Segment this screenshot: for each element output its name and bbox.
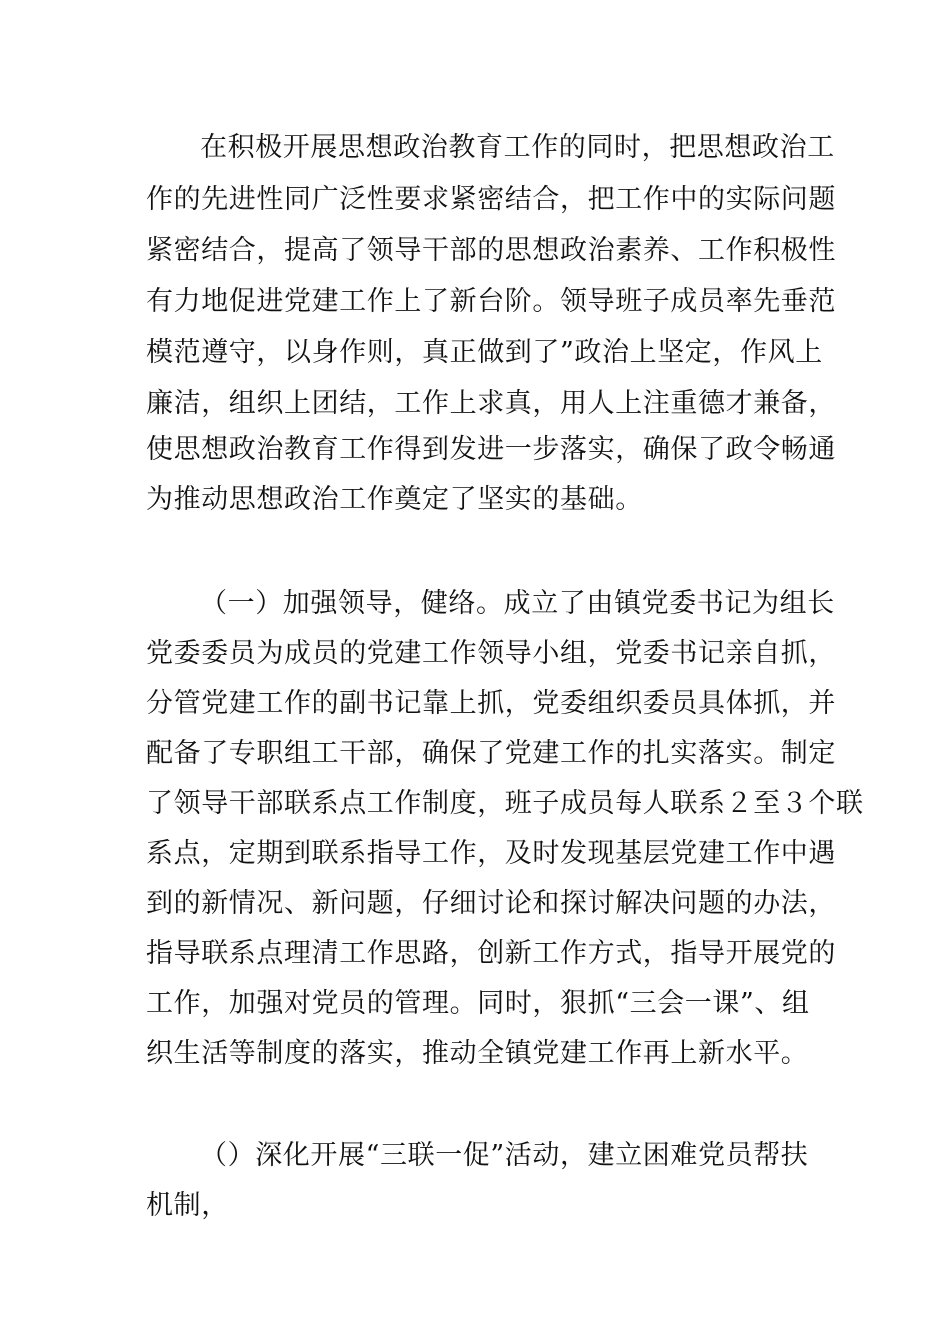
paragraph-1-line-5: 模范遵守，以身作则，真正做到了”政治上坚定，作风上 <box>146 337 823 368</box>
paragraph-2-line-6: 系点，定期到联系指导工作，及时发现基层党建工作中遇 <box>146 838 836 869</box>
paragraph-2-line-9: 工作，加强对党员的管理。同时，狠抓“三会一课”、组 <box>146 988 810 1019</box>
paragraph-1-line-7: 使思想政治教育工作得到发进一步落实，确保了政令畅通 <box>146 434 836 465</box>
paragraph-1-line-4: 有力地促进党建工作上了新台阶。领导班子成员率先垂范 <box>146 286 836 317</box>
paragraph-2-line-10: 织生活等制度的落实，推动全镇党建工作再上新水平。 <box>146 1038 809 1069</box>
paragraph-2-line-5: 了领导干部联系点工作制度，班子成员每人联系２至３个联 <box>146 788 864 819</box>
paragraph-2-line-2: 党委委员为成员的党建工作领导小组，党委书记亲自抓， <box>146 638 836 669</box>
paragraph-3-line-1: （）深化开展“三联一促”活动，建立困难党员帮扶 <box>200 1140 809 1171</box>
paragraph-1-line-3: 紧密结合，提高了领导干部的思想政治素养、工作积极性 <box>146 235 836 266</box>
paragraph-1-line-8: 为推动思想政治工作奠定了坚实的基础。 <box>146 484 643 515</box>
paragraph-2-line-1: （一）加强领导，健络。成立了由镇党委书记为组长 <box>200 588 835 619</box>
paragraph-3-line-2: 机制， <box>146 1190 229 1221</box>
paragraph-1-line-6: 廉洁，组织上团结，工作上求真，用人上注重德才兼备， <box>146 388 836 419</box>
paragraph-1-line-2: 作的先进性同广泛性要求紧密结合，把工作中的实际问题 <box>146 184 836 215</box>
paragraph-2-line-3: 分管党建工作的副书记靠上抓，党委组织委员具体抓，并 <box>146 688 836 719</box>
paragraph-2-line-7: 到的新情况、新问题，仔细讨论和探讨解决问题的办法， <box>146 888 836 919</box>
paragraph-2-line-8: 指导联系点理清工作思路，创新工作方式，指导开展党的 <box>146 938 836 969</box>
paragraph-2-line-4: 配备了专职组工干部，确保了党建工作的扎实落实。制定 <box>146 738 836 769</box>
paragraph-1-line-1: 在积极开展思想政治教育工作的同时，把思想政治工 <box>200 132 835 163</box>
